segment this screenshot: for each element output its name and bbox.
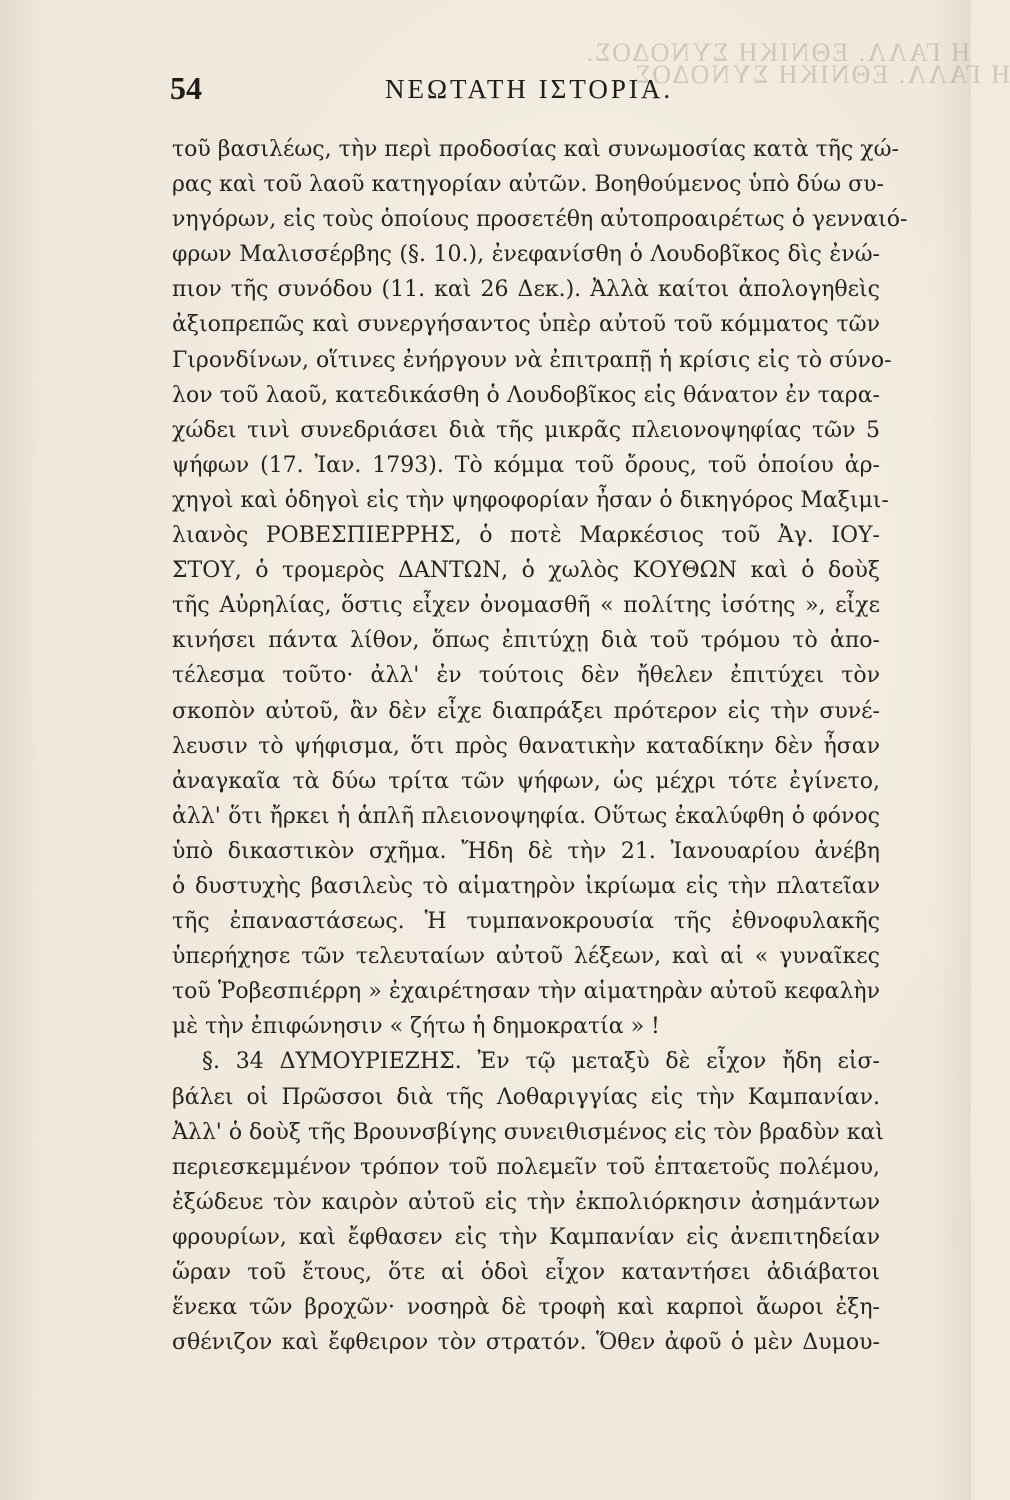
text-line: σθένιζον καὶ ἔφθειρον τὸν στρατόν. Ὅθεν ἀφοῦ ὁ μὲν Δυμου- (172, 1330, 880, 1356)
text-line: λιανὸς ΡΟΒΕΣΠΙΕΡΡΗΣ, ὁ ποτὲ Μαρκέσιος τοῦ Ἀγ. ΙΟΥ- (172, 523, 880, 549)
text-line: τῆς ἐπαναστάσεως. Ἡ τυμπανοκρουσία τῆς ἐθνοφυλακῆς (172, 909, 880, 935)
text-line: ψήφων (17. Ἰαν. 1793). Τὸ κόμμα τοῦ ὄρους, τοῦ ὁποίου ἀρ- (172, 452, 880, 478)
text-line: φρουρίων, καὶ ἔφθασεν εἰς τὴν Καμπανίαν εἰς ἀνεπιτηδείαν (172, 1224, 880, 1250)
running-head: ΝΕΩΤΑΤΗ ΙΣΤΟΡΙΑ. (385, 74, 674, 104)
text-line: χηγοὶ καὶ ὁδηγοὶ εἰς τὴν ψηφοφορίαν ἦσαν ὁ δικηγόρος Μαξιμι- (172, 487, 889, 513)
text-line: βάλει οἱ Πρῶσσοι διὰ τῆς Λοθαριγγίας εἰς τὴν Καμπανίαν. (172, 1084, 880, 1110)
page-header (0, 70, 971, 110)
text-line: ἀναγκαῖα τὰ δύω τρίτα τῶν ψήφων, ὡς μέχρι τότε ἐγίνετο, (172, 768, 880, 794)
text-line: λον τοῦ λαοῦ, κατεδικάσθη ὁ Λουδοβῖκος εἰς θάνατον ἐν ταρα- (172, 382, 880, 408)
text-line: ὥραν τοῦ ἔτους, ὅτε αἱ ὁδοὶ εἶχον καταντήσει ἀδιάβατοι (172, 1260, 880, 1285)
text-line: φρων Μαλισσέρβης (§. 10.), ἐνεφανίσθη ὁ Λουδοβῖκος δὶς ἐνώ- (172, 242, 880, 268)
bleed-through-line: Η ΓΑΛΛ. ΕΘΝΙΚΗ ΣΥΝΟΔΟΣ. (624, 60, 1010, 89)
text-line: λευσιν τὸ ψήφισμα, ὅτι πρὸς θανατικὴν καταδίκην δὲν ἦσαν (172, 733, 880, 759)
text-line: Ἀλλ' ὁ δοὺξ τῆς Βρουνσβίγης συνειθισμένος εἰς τὸν βραδὺν καὶ (172, 1119, 884, 1145)
text-line: σκοπὸν αὐτοῦ, ἂν δὲν εἶχε διαπράξει πρότερον εἰς τὴν συνέ- (172, 698, 880, 724)
text-line: χώδει τινὶ συνεδριάσει διὰ τῆς μικρᾶς πλειονοψηφίας τῶν 5 (172, 417, 880, 443)
text-line: ΣΤΟΥ, ὁ τρομερὸς ΔΑΝΤΩΝ, ὁ χωλὸς ΚΟΥΘΩΝ καὶ ὁ δοὺξ (172, 558, 880, 584)
text-line: τῆς Αὐρηλίας, ὅστις εἶχεν ὀνομασθῆ « πολίτης ἰσότης », εἶχε (172, 593, 880, 619)
text-line: ἀξιοπρεπῶς καὶ συνεργήσαντος ὑπὲρ αὐτοῦ τοῦ κόμματος τῶν (172, 312, 880, 338)
text-line: τέλεσμα τοῦτο· ἀλλ' ἐν τούτοις δὲν ἤθελεν ἐπιτύχει τὸν (172, 663, 880, 689)
text-line: πιον τῆς συνόδου (11. καὶ 26 Δεκ.). Ἀλλὰ καίτοι ἀπολογηθεὶς (172, 277, 880, 303)
text-line: ὑπερήχησε τῶν τελευταίων αὐτοῦ λέξεων, καὶ αἱ « γυναῖκες (172, 944, 880, 970)
text-line: ὁ δυστυχὴς βασιλεὺς τὸ αἱματηρὸν ἰκρίωμα εἰς τὴν πλατεῖαν (172, 873, 880, 899)
text-line: τοῦ Ῥοβεσπιέρρη » ἐχαιρέτησαν τὴν αἱματηρὰν αὐτοῦ κεφαλὴν (172, 979, 880, 1005)
section-heading-line: §. 34 ΔΥΜΟΥΡΙΕΖΗΣ. Ἐν τῷ μεταξὺ δὲ εἶχον ἤδη εἰσ- (202, 1049, 880, 1075)
text-line: νηγόρων, εἰς τοὺς ὁποίους προσετέθη αὐτοπροαιρέτως ὁ γενναιό- (172, 207, 908, 233)
body-text (172, 132, 908, 1360)
text-line: ρας καὶ τοῦ λαοῦ κατηγορίαν αὐτῶν. Βοηθούμενος ὑπὸ δύω συ- (172, 172, 884, 198)
text-line: ἕνεκα τῶν βροχῶν· νοσηρὰ δὲ τροφὴ καὶ καρποὶ ἄωροι ἐξη- (172, 1295, 880, 1321)
text-line: Γιρονδίνων, οἵτινες ἐνήργουν νὰ ἐπιτραπῇ ἡ κρίσις εἰς τὸ σύνο- (172, 347, 892, 373)
text-line: τοῦ βασιλέως, τὴν περὶ προδοσίας καὶ συνωμοσίας κατὰ τῆς χώ- (172, 137, 899, 162)
text-line: περιεσκεμμένον τρόπον τοῦ πολεμεῖν τοῦ ἑπταετοῦς πολέμου, (172, 1154, 880, 1180)
text-line: ἐξώδευε τὸν καιρὸν αὐτοῦ εἰς τὴν ἐκπολιόρκησιν ἀσημάντων (172, 1189, 880, 1215)
text-line: ἀλλ' ὅτι ἤρκει ἡ ἁπλῆ πλειονοψηφία. Οὕτως ἐκαλύφθη ὁ φόνος (172, 803, 880, 829)
text-line: κινήσει πάντα λίθον, ὅπως ἐπιτύχῃ διὰ τοῦ τρόμου τὸ ἀπο- (172, 628, 880, 654)
bleed-through-line: Η ΓΑΛΛ. ΕΘΝΙΚΗ ΣΥΝΟΔΟΣ. (584, 38, 970, 67)
text-line: ὑπὸ δικαστικὸν σχῆμα. Ἤδη δὲ τὴν 21. Ἰανουαρίου ἀνέβη (172, 838, 880, 864)
page-number: 54 (170, 70, 202, 106)
paragraph-end-line: μὲ τὴν ἐπιφώνησιν « ζήτω ἡ δημοκρατία » ! (172, 1014, 660, 1040)
